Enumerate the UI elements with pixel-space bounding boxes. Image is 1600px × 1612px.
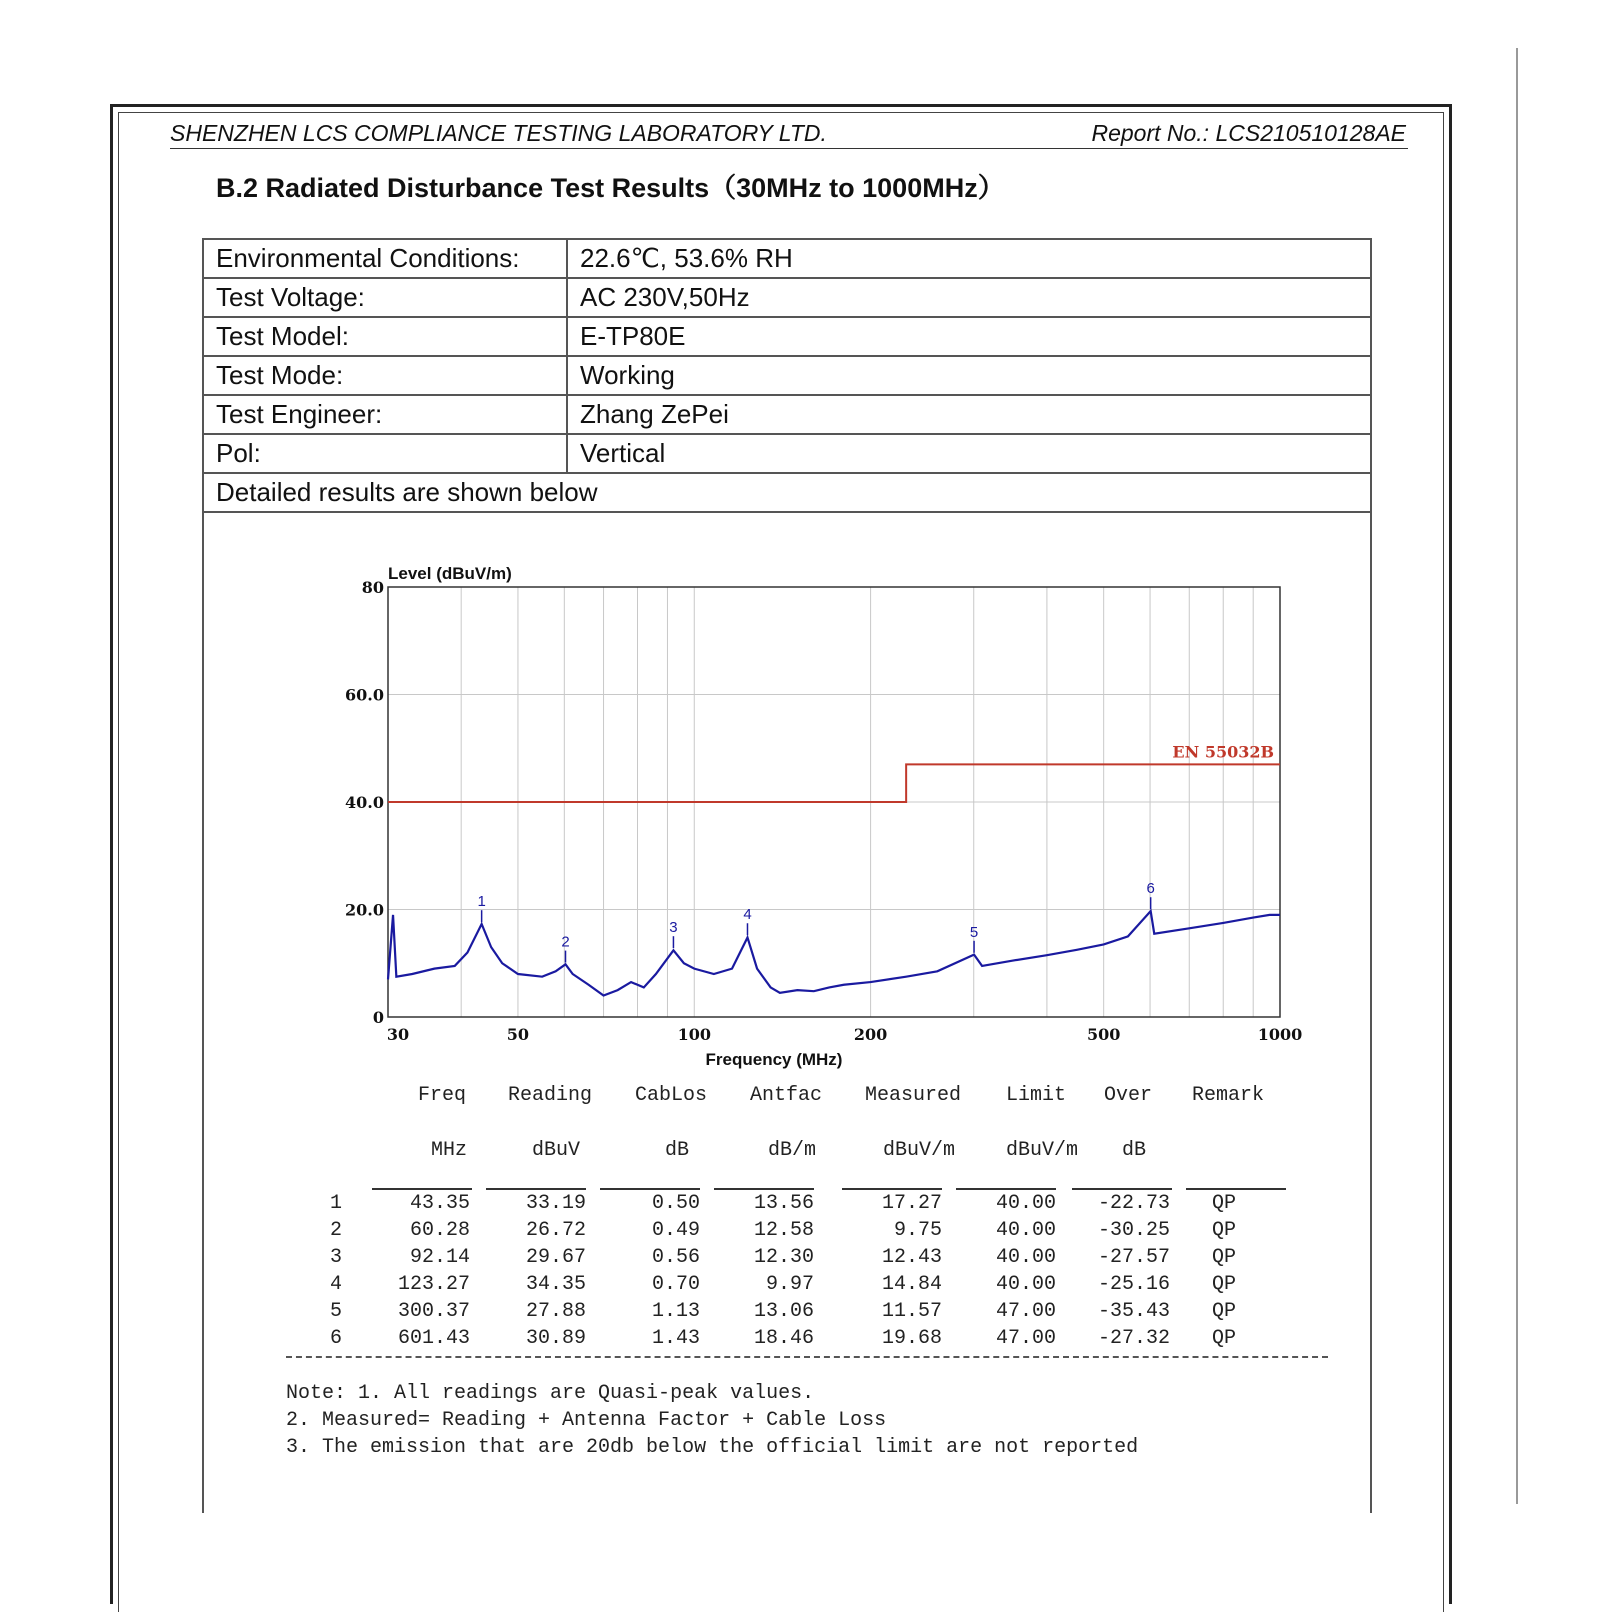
dashed-separator [286,1356,1328,1358]
condition-row [203,395,1371,434]
detail-row [203,473,1371,512]
header-underline [956,1188,1056,1190]
table-cell: 29.67 [525,1246,586,1269]
table-cell: 0.50 [651,1192,700,1215]
condition-value: Zhang ZePei [567,395,1371,434]
column-unit: dBuV [531,1139,580,1162]
x-tick-label: 1000 [1257,1025,1303,1044]
remark-cell: QP [1212,1192,1237,1215]
table-cell: 34.35 [525,1273,586,1296]
column-header: Measured [864,1084,961,1107]
condition-value: Vertical [567,434,1371,473]
y-tick-label: 0 [372,1008,384,1027]
table-cell: 12.43 [881,1246,942,1269]
table-cell: -22.73 [1097,1192,1170,1215]
table-cell: 17.27 [881,1192,942,1215]
table-cell: 0.56 [651,1246,700,1269]
column-header: CabLos [634,1084,707,1107]
table-cell: 9.75 [893,1219,942,1242]
table-cell: 601.43 [397,1327,470,1350]
condition-label: Test Model: [203,317,567,356]
column-header: Limit [1005,1084,1066,1107]
x-axis-label: Frequency (MHz) [705,1050,843,1069]
section-title: B.2 Radiated Disturbance Test Results（30MHz to 1000MHz） [216,173,1005,203]
column-header: Antfac [749,1084,822,1107]
remark-cell: QP [1212,1300,1237,1323]
table-cell: 40.00 [995,1273,1056,1296]
table-cell: 13.56 [753,1192,814,1215]
remark-cell: QP [1212,1219,1237,1242]
condition-row [203,239,1371,278]
table-cell: 30.89 [525,1327,586,1350]
table-cell: 92.14 [409,1246,470,1269]
table-cell: 13.06 [753,1300,814,1323]
table-cell: 14.84 [881,1273,942,1296]
x-tick-label: 30 [386,1025,410,1044]
column-header: Over [1103,1084,1152,1107]
condition-label: Pol: [203,434,567,473]
table-cell: 0.49 [651,1219,700,1242]
remark-cell: QP [1212,1246,1237,1269]
condition-row [203,317,1371,356]
marker-label: 3 [669,919,678,937]
table-cell: -35.43 [1097,1300,1170,1323]
note-line-3: 3. The emission that are 20db below the official limit are not reported [286,1436,1139,1459]
table-cell: 26.72 [525,1219,586,1242]
marker-label: 6 [1146,880,1155,898]
table-cell: 11.57 [881,1300,942,1323]
table-cell: 47.00 [995,1327,1056,1350]
condition-row [203,356,1371,395]
column-header: Remark [1191,1084,1264,1107]
report-header [170,120,1408,149]
column-unit: MHz [430,1139,467,1162]
marker-label: 1 [477,893,486,911]
condition-value: E-TP80E [567,317,1371,356]
row-index: 4 [329,1273,342,1296]
x-tick-label: 50 [506,1025,530,1044]
column-unit: dB [1121,1139,1146,1162]
x-tick-label: 500 [1086,1025,1121,1044]
table-cell: 33.19 [525,1192,586,1215]
table-cell: 1.43 [651,1327,700,1350]
table-cell: 300.37 [397,1300,470,1323]
table-cell: 0.70 [651,1273,700,1296]
condition-row [203,434,1371,473]
table-cell: -27.57 [1097,1246,1170,1269]
table-cell: 12.30 [753,1246,814,1269]
table-cell: 40.00 [995,1246,1056,1269]
column-unit: dBuV/m [1005,1139,1078,1162]
table-cell: 43.35 [409,1192,470,1215]
page-edge-rule [1516,48,1518,1504]
column-unit: dB [664,1139,689,1162]
row-index: 1 [329,1192,342,1215]
header-underline [600,1188,700,1190]
condition-value: AC 230V,50Hz [567,278,1371,317]
table-cell: 9.97 [765,1273,814,1296]
condition-label: Test Engineer: [203,395,567,434]
column-header: Freq [417,1084,466,1107]
column-unit: dB/m [767,1139,816,1162]
table-cell: -27.32 [1097,1327,1170,1350]
header-underline [1072,1188,1172,1190]
table-cell: -25.16 [1097,1273,1170,1296]
column-unit: dBuV/m [882,1139,955,1162]
table-cell: 40.00 [995,1192,1056,1215]
marker-label: 4 [743,906,752,924]
table-cell: 12.58 [753,1219,814,1242]
marker-label: 5 [969,923,979,941]
header-underline [842,1188,942,1190]
condition-row [203,278,1371,317]
header-underline [714,1188,814,1190]
detail-note: Detailed results are shown below [203,473,1371,512]
condition-label: Test Mode: [203,356,567,395]
table-cell: 27.88 [525,1300,586,1323]
condition-value: Working [567,356,1371,395]
row-index: 3 [329,1246,342,1269]
row-index: 6 [329,1327,342,1350]
condition-value: 22.6℃, 53.6% RH [567,239,1371,278]
table-cell: 47.00 [995,1300,1056,1323]
limit-line [388,764,1280,802]
row-index: 5 [329,1300,342,1323]
row-index: 2 [329,1219,342,1242]
table-cell: 18.46 [753,1327,814,1350]
note-line-1: Note: 1. All readings are Quasi-peak values. [286,1382,815,1405]
y-tick-label: 20.0 [345,900,384,920]
condition-label: Environmental Conditions: [203,239,567,278]
limit-line-label: EN 55032B [1172,742,1274,762]
y-tick-label: 40.0 [345,793,384,812]
x-tick-label: 100 [677,1025,711,1044]
y-axis-label: Level (dBuV/m) [388,564,512,583]
report-number: Report No.: LCS210510128AE [1091,120,1406,146]
emission-chart [330,555,1320,1075]
header-underline [372,1188,472,1190]
marker-label: 2 [561,933,570,951]
remark-cell: QP [1212,1273,1237,1296]
x-tick-label: 200 [853,1025,888,1044]
condition-label: Test Voltage: [203,278,567,317]
y-tick-label: 80 [361,578,384,597]
remark-cell: QP [1212,1327,1237,1350]
measurement-trace [388,911,1280,995]
table-cell: 123.27 [397,1273,470,1296]
column-header: Reading [507,1084,592,1107]
header-underline [486,1188,586,1190]
table-cell: 40.00 [995,1219,1056,1242]
table-cell: 1.13 [651,1300,700,1323]
note-line-2: 2. Measured= Reading + Antenna Factor + Cable Loss [286,1409,887,1432]
header-underline [1186,1188,1286,1190]
table-cell: -30.25 [1097,1219,1170,1242]
table-cell: 60.28 [409,1219,470,1242]
lab-name: SHENZHEN LCS COMPLIANCE TESTING LABORATORY LTD. [170,120,827,146]
table-cell: 19.68 [881,1327,942,1350]
conditions-table [202,238,1372,513]
y-tick-label: 60.0 [345,685,384,705]
